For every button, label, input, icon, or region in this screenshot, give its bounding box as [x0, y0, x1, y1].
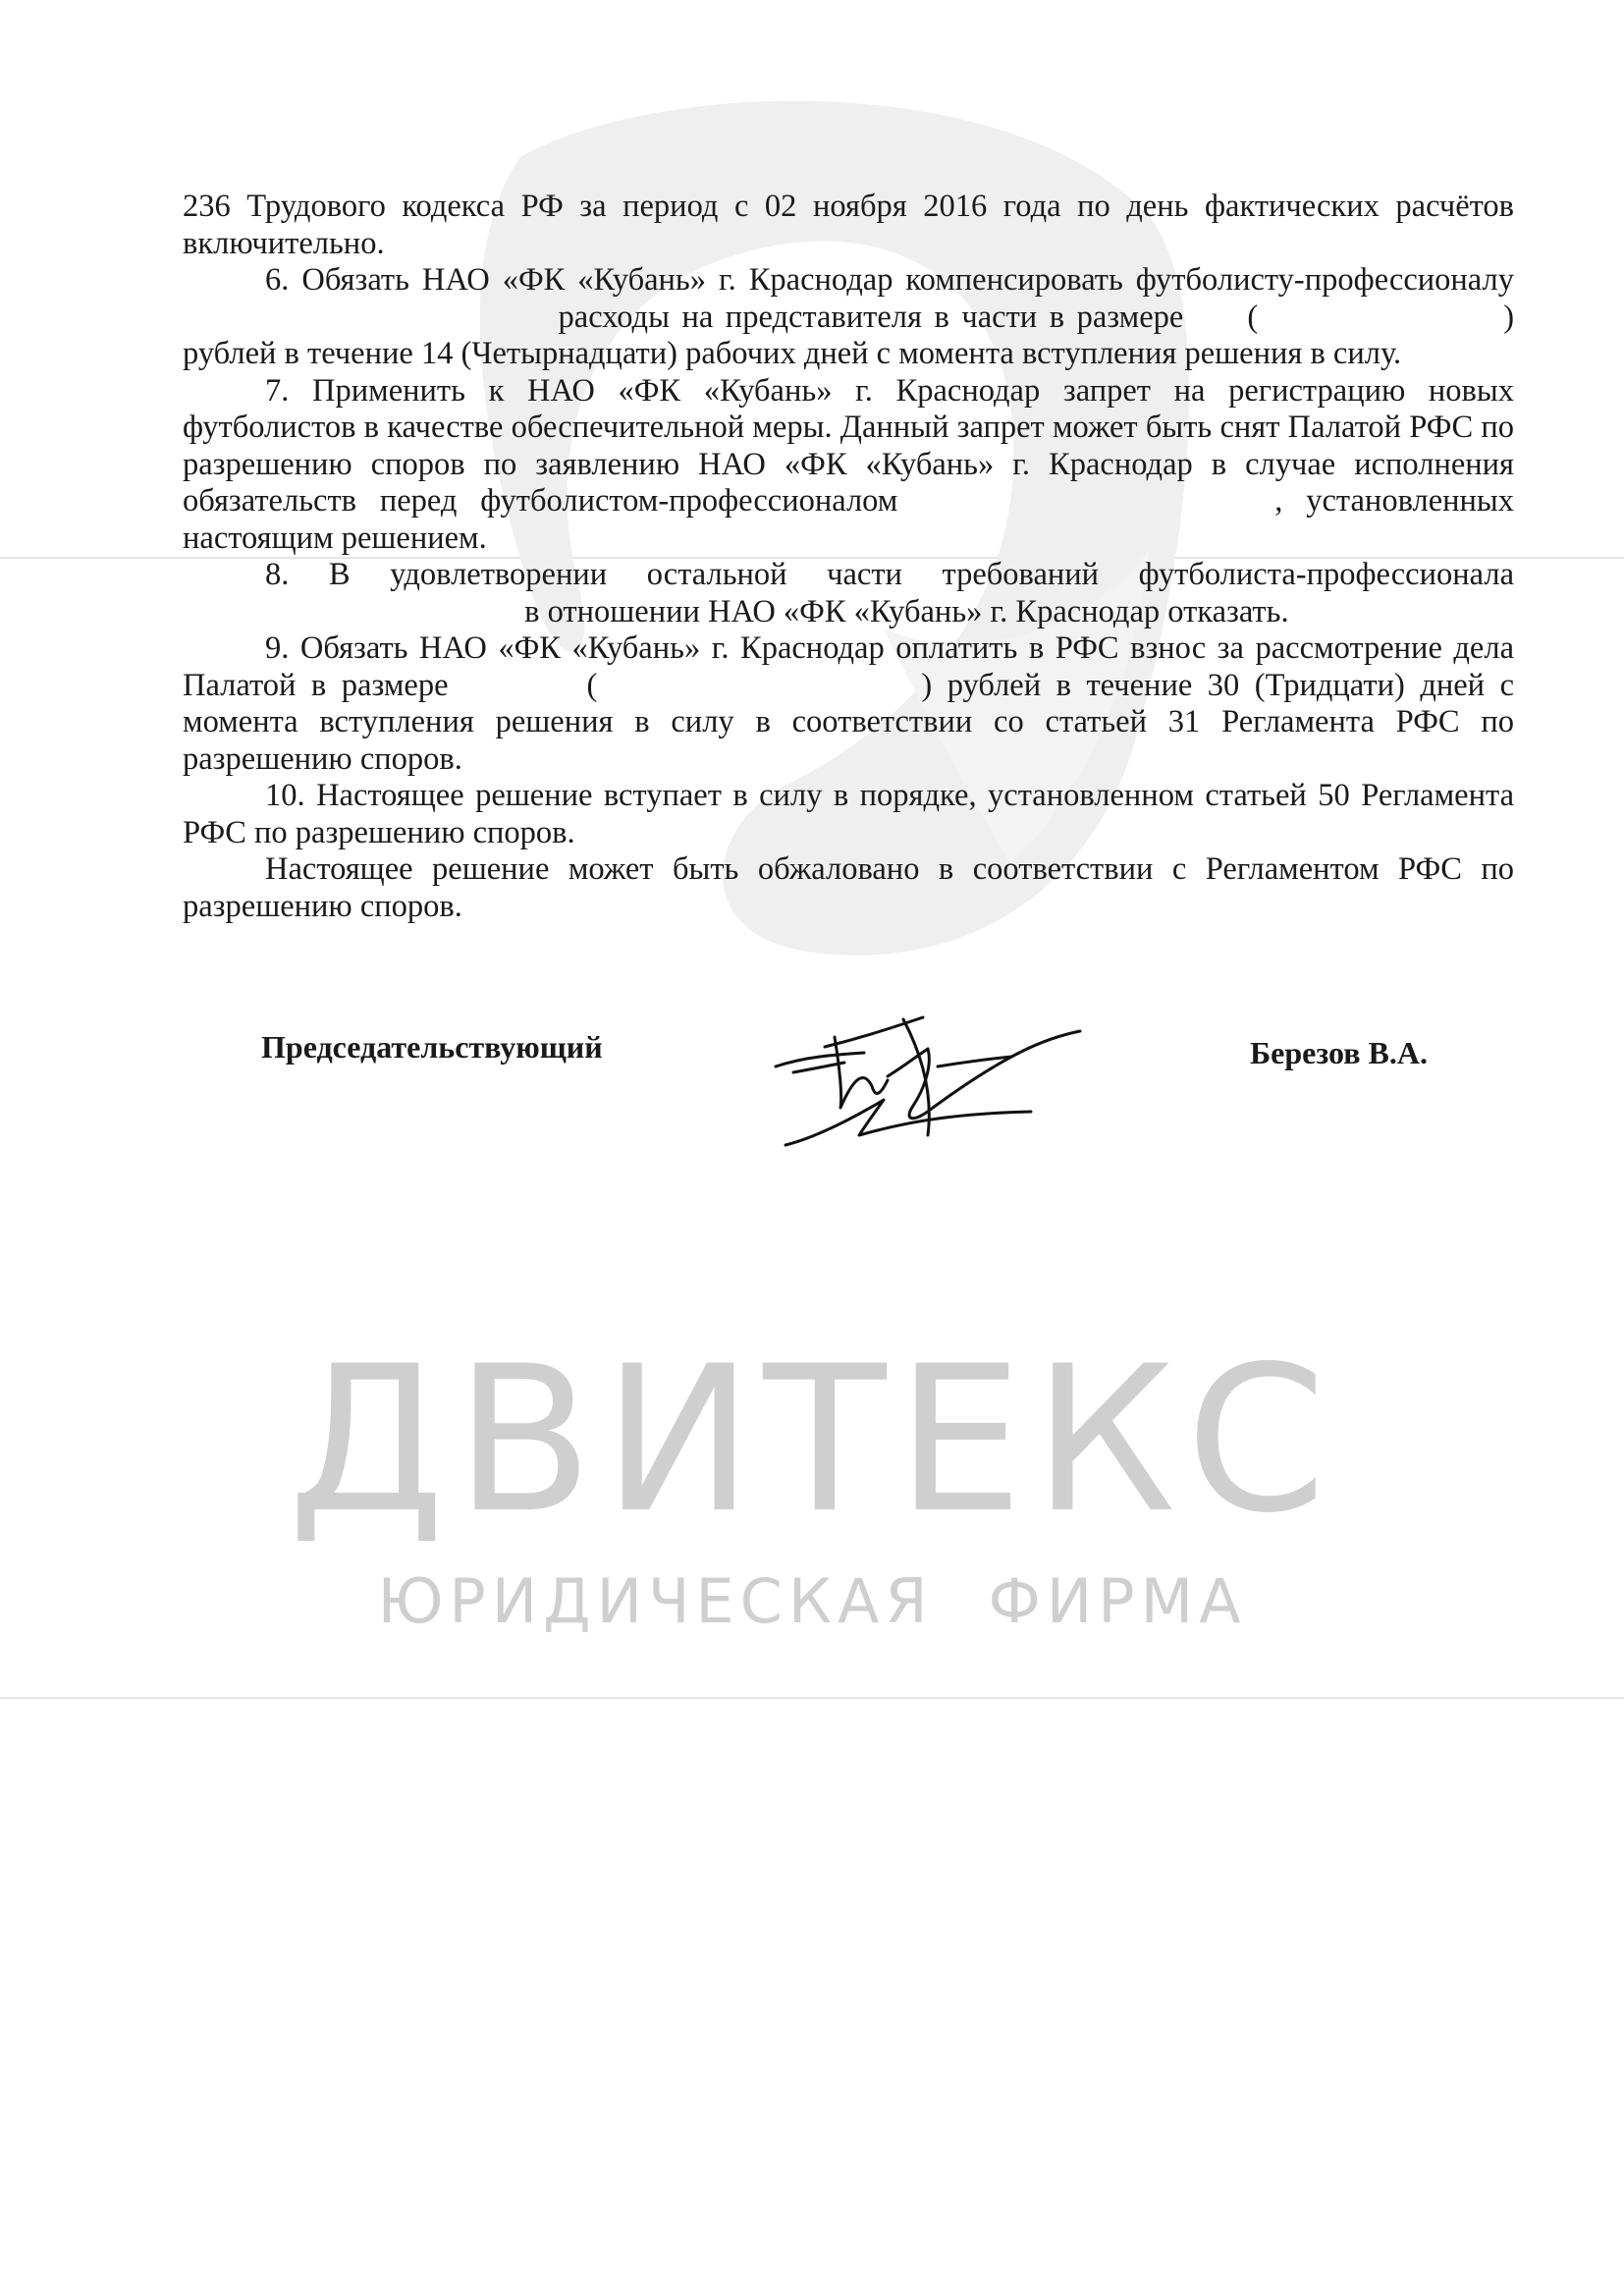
- paragraph-item-9: [183, 630, 1514, 778]
- paragraph-item-8: [183, 557, 1514, 630]
- paragraph-item-7: [183, 373, 1514, 558]
- fold-line: [0, 1697, 1624, 1699]
- watermark-subtitle-word: ФИРМА: [988, 1565, 1247, 1637]
- paragraph-text: 7. Применить к НАО «ФК «Кубань» г. Краснодар запрет на регистрацию новых футболистов в качестве обеспечительной меры. Данный запрет может быть снят Палатой РФС по разрешению споров по заявлению НАО «ФК «Кубань» г. Краснодар в случае исполнения обязательств перед футболистом-профессионалом: [183, 372, 1514, 519]
- paragraph-text: 9. Обязать НАО «ФК «Кубань» г. Краснодар оплатить в РФС взнос за рассмотрение дела Палатой в размере: [183, 630, 1514, 703]
- signature-block: [0, 1021, 1624, 1178]
- document-body: [183, 189, 1514, 925]
- paragraph-text: (: [586, 667, 598, 703]
- signatory-name: Березов В.А.: [1250, 1035, 1428, 1070]
- paragraph-item-6: [183, 262, 1514, 373]
- watermark-subtitle-word: ЮРИДИЧЕСКАЯ: [377, 1565, 934, 1637]
- paragraph-text: 8. В удовлетворении остальной части требований футболиста-профессионала: [265, 557, 1514, 592]
- paragraph-text: в отношении НАО «ФК «Кубань» г. Краснодар отказать.: [524, 593, 1289, 629]
- paragraph-text: ) рублей в течение 14 (Четырнадцати) рабочих дней с момента вступления решения в силу.: [183, 299, 1515, 371]
- handwritten-signature-icon: [766, 998, 1110, 1155]
- paragraph-text: 6. Обязать НАО «ФК «Кубань» г. Краснодар компенсировать футболисту-профессионалу: [265, 262, 1514, 298]
- watermark-subtitle: [0, 1565, 1624, 1637]
- paragraph-text: , установленных настоящим решением.: [183, 483, 1515, 556]
- paragraph-continuation: 236 Трудового кодекса РФ за период с 02 ноября 2016 года по день фактических расчётов включительно.: [183, 189, 1514, 261]
- paragraph-appeal: Настоящее решение может быть обжаловано в соответствии с Регламентом РФС по разрешению споров.: [183, 851, 1514, 924]
- paragraph-text: ) рублей в течение 30 (Тридцати) дней с момента вступления решения в силу в соответствии со статьей 31 Регламента РФС по разрешению споров.: [183, 667, 1515, 777]
- paragraph-text: расходы на представителя в части в размере: [558, 299, 1184, 335]
- paragraph-text: (: [1247, 299, 1259, 335]
- paragraph-item-10: 10. Настоящее решение вступает в силу в порядке, установленном статьей 50 Регламента РФС по разрешению споров.: [183, 778, 1514, 850]
- signatory-role: Председательствующий: [261, 1029, 603, 1065]
- watermark-title: ДВИТЕКС: [288, 1324, 1336, 1558]
